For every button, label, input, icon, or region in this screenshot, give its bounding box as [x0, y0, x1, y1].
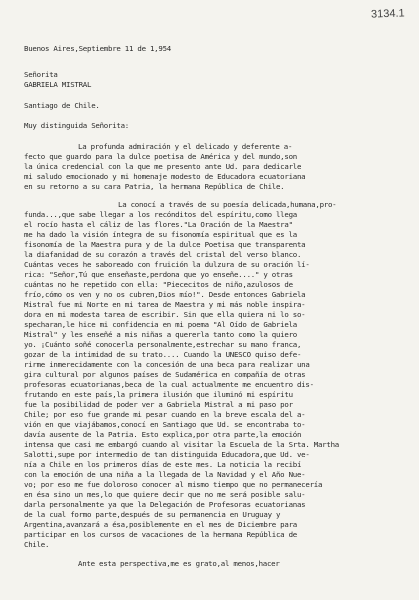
paragraph-line: Argentina,avanzará a ésa,posiblemente en el mes de Diciembre para [24, 520, 297, 529]
paragraph-line: en su retorno a su cara Patria, la hermana República de Chile. [24, 182, 285, 191]
salutation: Muy distinguida Señorita: [24, 121, 129, 130]
paragraph-line: de la cual formo parte,después de su permanencia en Uruguay y [24, 510, 281, 519]
paragraph-line: mi saludo emocionado y mi homenaje modesto de Educadora ecuatoriana [24, 172, 306, 181]
paragraph-line: rirme inmerecidamente con la concesión de una beca para realizar una [24, 360, 310, 369]
paragraph-line: Mistral" y les enseñé a mis niñas a quererla tanto como la quiero [24, 330, 297, 339]
paragraph-line: dora en mi modesta tarea de escribir. Sin que ella quiera ni lo so- [24, 310, 306, 319]
paragraph-line: frío,cómo os ven y no os cubren,Dios mío!". Desde entonces Gabriela [24, 290, 306, 299]
recipient-city: Santiago de Chile. [24, 101, 100, 110]
paragraph-line: Chile. [24, 540, 50, 549]
paragraph-line: Mistral fue mi Norte en mi tarea de Maestra y mi más noble inspira- [24, 300, 306, 309]
paragraph-line: en ésa sino un mes,lo que quiere decir que no me será posible salu- [24, 490, 306, 499]
paragraph-line: vión en que viajábamos,conocí en Santiago que Ud. se encontraba to- [24, 420, 306, 429]
paragraph-line: nía a Chile en los primeros días de este mes. La noticia la recibí [24, 460, 302, 469]
reference-number: 3134.1 [371, 7, 406, 21]
paragraph-line: Chile; por eso fue grande mi pesar cuando en la breve escala del a- [24, 410, 306, 419]
paragraph-line: profesoras ecuatorianas,beca de la cual actualmente me encuentro dis- [24, 380, 314, 389]
paragraph-line: Cuántas veces he saboreado con fruición la dulzura de su oración lí- [24, 260, 310, 269]
paragraph-3-start: Ante esta perspectiva,me es grato,al menos,hacer [78, 559, 280, 568]
paragraph-line: la diafanidad de su corazón a través del cristal del verso blanco. [24, 250, 302, 259]
paragraph-line: intensa que casi me embargó cuando al visitar la Escuela de la Srta. Martha [24, 440, 339, 449]
recipient-name: GABRIELA MISTRAL [24, 80, 92, 89]
paragraph-line: specharan,le hice mi confidencia en mi poema "Al Oído de Gabriela [24, 320, 297, 329]
paragraph-line: vo; por eso me fue doloroso conocer al mismo tiempo que no permanecería [24, 480, 323, 489]
paragraph-line: me ha dado la visión íntegra de su fisonomía espiritual que es la [24, 230, 297, 239]
paragraph-line: con la emoción de una niña a la llegada de la Navidad y el Año Nue- [24, 470, 306, 479]
paragraph-line: la única credencial con la que me presento ante Ud. para dedicarle [24, 162, 302, 171]
paragraph-line: La profunda admiración y el delicado y deferente a- [78, 142, 293, 151]
paragraph-line: gira cultural por algunos países de Sudamérica en compañía de otras [24, 370, 306, 379]
paragraph-line: rica: "Señor,Tú que enseñaste,perdona que yo enseñe...." y otras [24, 270, 293, 279]
paragraph-line: Salotti,supe por intermedio de tan distinguida Educadora,que Ud. ve- [24, 450, 310, 459]
dateline: Buenos Aires,Septiembre 11 de 1,954 [24, 44, 171, 53]
paragraph-line: gozar de la intimidad de su trato.... Cuando la UNESCO quiso defe- [24, 350, 302, 359]
paragraph-line: darla personalmente ya que la Delegación de Profesoras ecuatorianas [24, 500, 306, 509]
paragraph-line: fue la posibilidad de poder ver a Gabriela Mistral a mi paso por [24, 400, 293, 409]
paragraph-line: yo. ¡Cuánto soñé conocerla personalmente,estrechar su mano franca, [24, 340, 302, 349]
paragraph-line: participar en los cursos de vacaciones de la hermana República de [24, 530, 297, 539]
paragraph-line: funda...,que sabe llegar a los recónditos del espíritu,como llega [24, 210, 297, 219]
recipient-title: Señorita [24, 70, 58, 79]
paragraph-line: La conocí a través de su poesía delicada,humana,pro- [118, 200, 337, 209]
paragraph-line: fisonomía de la Maestra pura y de la dulce Poetisa que transparenta [24, 240, 306, 249]
paragraph-line: el rocío hasta el cáliz de las flores."La Oración de la Maestra" [24, 220, 293, 229]
paragraph-line: davía ausente de la Patria. Esto explica,por otra parte,la emoción [24, 430, 302, 439]
paragraph-line: frutando en este país,la primera ilusión que iluminó mi espíritu [24, 390, 293, 399]
paragraph-line: cuántas no he repetido con ella: "Piececitos de niño,azulosos de [24, 280, 293, 289]
paragraph-line: fecto que guardo para la dulce poetisa de América y del mundo,son [24, 152, 297, 161]
